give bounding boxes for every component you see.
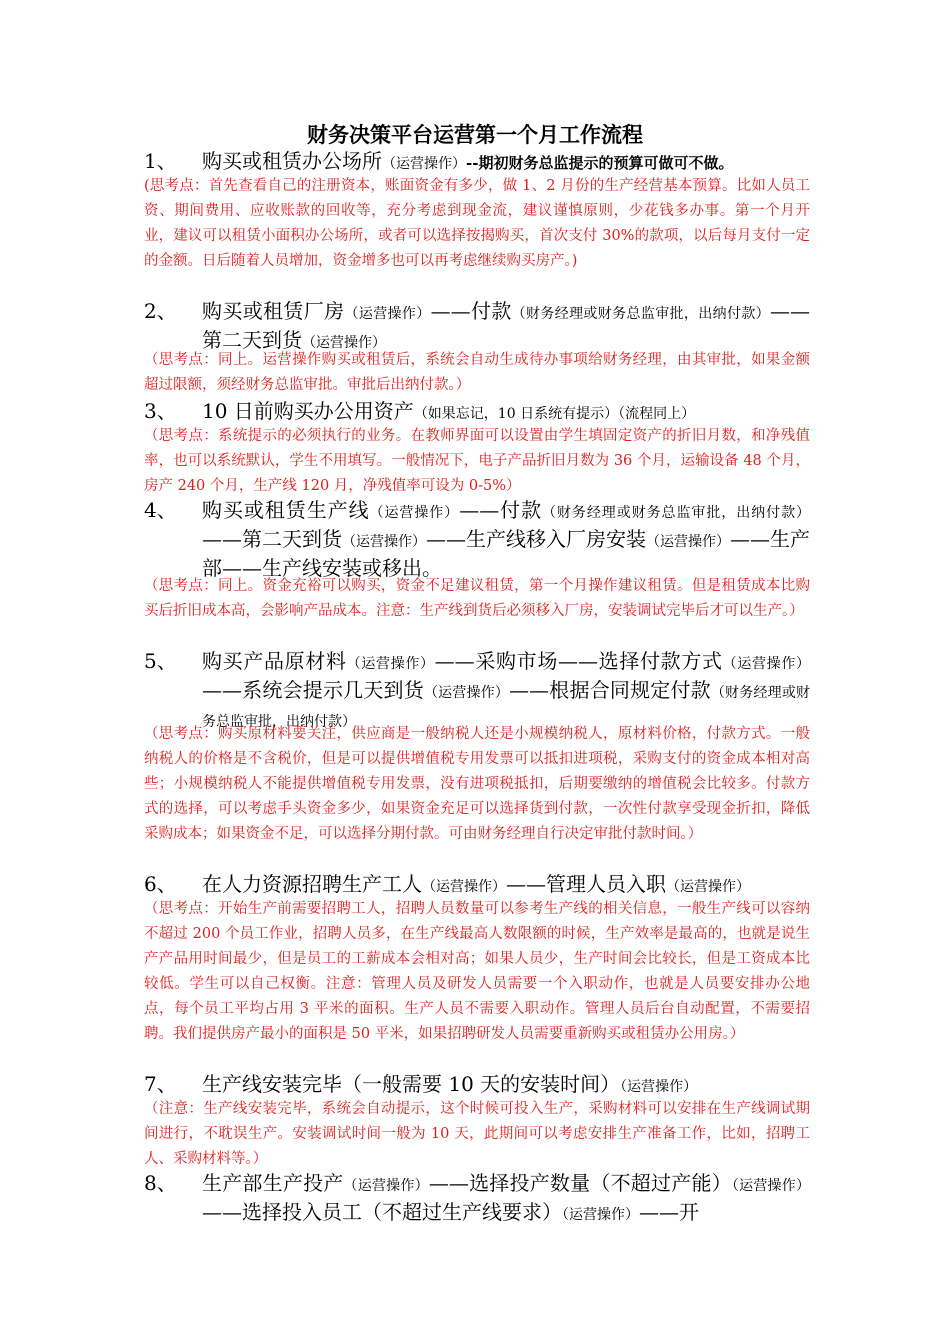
step-action-text: ——开 (639, 1200, 699, 1224)
step-role-text: （财务经理或财务总监审批，出纳付款） (202, 685, 811, 730)
step-3-note: （思考点：系统提示的必须执行的业务。在教师界面可以设置由学生填固定资产的折旧月数，和净残值率，也可以系统默认，学生不用填写。一般情况下，电子产品折旧月数为 36 个月，运输设备 48 个月，房产 240 个月，生产线 120 月，净残值率可设为 0-5%） (144, 428, 810, 494)
step-2-note: （思考点：同上。运营操作购买或租赁后，系统会自动生成待办事项给财务经理，由其审批，如果金额超过限额，须经财务总监审批。审批后出纳付款。） (144, 352, 810, 393)
step-number: 1、 (144, 149, 177, 173)
step-action-text: ——选择投入员工（不超过生产线要求） (202, 1200, 562, 1224)
step-number: 5、 (144, 649, 177, 673)
step-action-text: 生产线安装完毕（一般需要 10 天的安装时间） (202, 1072, 621, 1096)
step-text (202, 497, 810, 581)
step-role-text: （运营操作） (343, 1178, 429, 1194)
step-role-text: （财务经理或财务总监审批，出纳付款） (511, 306, 771, 322)
step-role-text: （运营操作） (646, 534, 730, 550)
step-role-text: （运营操作） (562, 1207, 639, 1223)
step-role-text: （运营操作） (369, 505, 460, 521)
step-role-text: （如果忘记，10 日系统有提示）（流程同上） (413, 406, 696, 422)
step-action-text: 10 日前购买办公用资产 (202, 399, 414, 423)
step-action-text: ——生产线移入厂房安装 (426, 527, 646, 551)
step-role-text: （运营操作） (382, 156, 466, 172)
document-title: 财务决策平台运营第一个月工作流程 (307, 122, 643, 147)
step-action-text: 生产部生产投产 (202, 1171, 344, 1195)
step-number: 8、 (144, 1171, 177, 1195)
step-number: 7、 (144, 1072, 177, 1096)
step-role-text: （运营操作） (346, 656, 435, 672)
step-8 (144, 1170, 810, 1228)
step-action-text: 购买或租赁厂房 (202, 299, 345, 323)
step-action-text: 购买或租赁办公场所 (202, 149, 382, 173)
step-action-text: ——系统会提示几天到货 (202, 678, 424, 702)
step-role-text: （运营操作） (620, 1079, 698, 1095)
step-4-note: （思考点：同上。资金充裕可以购买，资金不足建议租赁，第一个月操作建议租赁。但是租赁成本比购买后折旧成本高，会影响产品成本。注意：生产线到货后必须移入厂房，安装调试完毕后才可以生产。） (144, 578, 810, 619)
step-6 (144, 871, 810, 900)
step-role-text: （运营操作） (722, 656, 811, 672)
step-role-text: （运营操作） (302, 335, 386, 351)
step-number: 4、 (144, 498, 177, 522)
step-action-text: ——付款 (459, 498, 543, 522)
step-action-text: ——第二天到货 (202, 299, 811, 352)
step-text (202, 1071, 810, 1100)
step-action-text: ——根据合同规定付款 (509, 678, 711, 702)
step-role-text: （运营操作） (344, 306, 431, 322)
step-7 (144, 1071, 810, 1100)
step-3 (144, 398, 810, 427)
step-7-note: （注意：生产线安装完毕，系统会自动提示，这个时候可投入生产，采购材料可以安排在生产线调试期间进行，不耽误生产。安装调试时间一般为 10 天，此期间可以考虑安排生产准备工作，比如，招聘工人、采购材料等。） (144, 1101, 810, 1167)
step-action-text: 购买产品原材料 (202, 649, 347, 673)
step-4 (144, 497, 810, 581)
step-role-text: （运营操作） (342, 534, 426, 550)
step-action-text: ——管理人员入职 (506, 872, 666, 896)
step-1-note: (思考点：首先查看自己的注册资本，账面资金有多少，做 1、2 月份的生产经营基本预算。比如人员工资、期间费用、应收账款的回收等，充分考虑到现金流，建议谨慎原则，少花钱多办事。第一个月开业，建议可以租赁小面积办公场所，或者可以选择按揭购买，首次支付 30%的款项，以后每月支付一定的金额。日后随着人员增加，资金增多也可以再考虑继续购买房产。) (144, 178, 810, 269)
step-6-note: （思考点：开始生产前需要招聘工人，招聘人员数量可以参考生产线的相关信息，一般生产线可以容纳不超过 200 个员工作业，招聘人员多，在生产线最高人数限额的时候，生产效率是最高的，也就是说生产产品用时间最少，但是员工的工薪成本会相对高；如果人员少，生产时间会比较长，但是工资成本比较低。学生可以自己权衡。注意：管理人员及研发人员需要一个入职动作，也就是人员要安排办公地点，每个员工平均占用 3 平米的面积。生产人员不需要入职动作。管理人员后台自动配置，不需要招聘。我们提供房产最小的面积是 50 平米，如果招聘研发人员需要重新购买或租赁办公用房。） (144, 901, 810, 1042)
step-text (202, 398, 810, 427)
step-text (202, 1170, 810, 1228)
step-action-text: ——付款 (430, 299, 512, 323)
step-number: 2、 (144, 299, 177, 323)
step-text (202, 871, 810, 900)
step-action-text: ——选择投产数量（不超过产能） (428, 1171, 732, 1195)
step-text (202, 148, 810, 177)
step-action-text: ——第二天到货 (202, 527, 342, 551)
step-action-text: ——采购市场——选择付款方式 (434, 649, 723, 673)
step-role-text: （运营操作） (731, 1178, 810, 1194)
step-number: 3、 (144, 399, 177, 423)
step-role-text: --期初财务总监提示的预算可做可不做。 (466, 154, 734, 172)
step-action-text: 在人力资源招聘生产工人 (202, 872, 422, 896)
step-number: 6、 (144, 872, 177, 896)
step-role-text: （财务经理或财务总监审批，出纳付款） (542, 505, 811, 521)
step-role-text: （运营操作） (423, 685, 510, 701)
step-role-text: （运营操作） (422, 879, 506, 895)
step-role-text: （运营操作） (666, 879, 750, 895)
step-1 (144, 148, 810, 177)
step-action-text: 购买或租赁生产线 (202, 498, 370, 522)
step-5-note: （思考点：购买原材料要关注，供应商是一般纳税人还是小规模纳税人，原材料价格，付款方式。一般纳税人的价格是不含税价，但是可以提供增值税专用发票可以抵扣进项税，采购支付的资金成本相对高些；小规模纳税人不能提供增值税专用发票，没有进项税抵扣，后期要缴纳的增值税会比较多。付款方式的选择，可以考虑手头资金多少，如果资金充足可以选择货到付款，一次性付款享受现金折扣，降低采购成本；如果资金不足，可以选择分期付款。可由财务经理自行决定审批付款时间。） (144, 726, 810, 842)
step-action-text: ——生产部——生产线安装或移出。 (202, 527, 810, 580)
